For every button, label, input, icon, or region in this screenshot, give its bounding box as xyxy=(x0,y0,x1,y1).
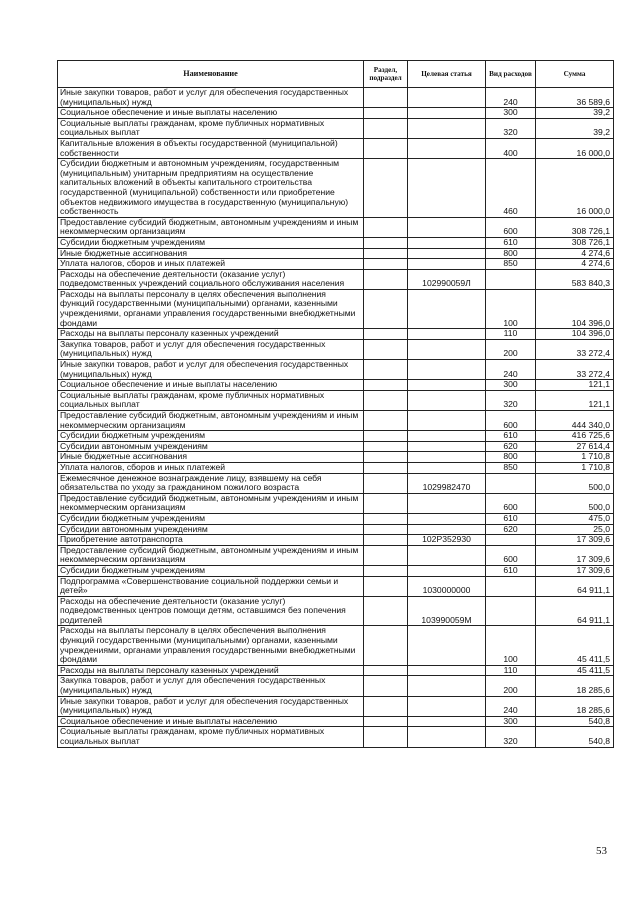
table-row xyxy=(58,473,614,493)
cell-name: Приобретение автотранспорта xyxy=(58,535,364,546)
cell-sum: 39,2 xyxy=(536,118,614,138)
cell-target xyxy=(408,108,486,119)
cell-kind: 100 xyxy=(486,626,536,665)
table-row xyxy=(58,524,614,535)
cell-target xyxy=(408,380,486,391)
cell-sum: 36 589,6 xyxy=(536,88,614,108)
cell-sum: 17 309,6 xyxy=(536,535,614,546)
cell-name: Социальные выплаты гражданам, кроме публичных нормативных социальных выплат xyxy=(58,727,364,747)
cell-kind: 100 xyxy=(486,289,536,328)
cell-sum: 25,0 xyxy=(536,524,614,535)
cell-sum: 64 911,1 xyxy=(536,596,614,626)
cell-sum: 540,8 xyxy=(536,727,614,747)
cell-kind: 300 xyxy=(486,108,536,119)
table-row xyxy=(58,108,614,119)
cell-name: Субсидии бюджетным учреждениям xyxy=(58,565,364,576)
cell-kind: 600 xyxy=(486,545,536,565)
cell-section xyxy=(364,596,408,626)
cell-target xyxy=(408,248,486,259)
cell-section xyxy=(364,431,408,442)
cell-name: Расходы на обеспечение деятельности (оказание услуг) подведомственных центров помощи детям, оставшимся без попечения родителей xyxy=(58,596,364,626)
cell-kind: 600 xyxy=(486,217,536,237)
cell-kind: 240 xyxy=(486,360,536,380)
table-header-row xyxy=(58,61,614,88)
cell-sum: 308 726,1 xyxy=(536,237,614,248)
cell-section xyxy=(364,576,408,596)
cell-sum: 39,2 xyxy=(536,108,614,119)
cell-sum: 17 309,6 xyxy=(536,565,614,576)
cell-name: Социальные выплаты гражданам, кроме публичных нормативных социальных выплат xyxy=(58,390,364,410)
cell-name: Закупка товаров, работ и услуг для обеспечения государственных (муниципальных) нужд xyxy=(58,339,364,359)
cell-name: Субсидии бюджетным учреждениям xyxy=(58,513,364,524)
cell-sum: 18 285,6 xyxy=(536,676,614,696)
table-row xyxy=(58,716,614,727)
table-row xyxy=(58,118,614,138)
cell-section xyxy=(364,329,408,340)
cell-kind: 610 xyxy=(486,513,536,524)
cell-kind xyxy=(486,535,536,546)
cell-target xyxy=(408,565,486,576)
cell-kind: 600 xyxy=(486,411,536,431)
cell-target xyxy=(408,118,486,138)
cell-kind: 600 xyxy=(486,493,536,513)
cell-name: Субсидии автономным учреждениям xyxy=(58,441,364,452)
table-row xyxy=(58,441,614,452)
cell-section xyxy=(364,626,408,665)
cell-name: Иные закупки товаров, работ и услуг для обеспечения государственных (муниципальных) нужд xyxy=(58,360,364,380)
cell-kind: 240 xyxy=(486,696,536,716)
table-row xyxy=(58,462,614,473)
cell-section xyxy=(364,716,408,727)
cell-target xyxy=(408,626,486,665)
cell-sum: 64 911,1 xyxy=(536,576,614,596)
cell-sum: 4 274,6 xyxy=(536,259,614,270)
cell-target: 1029982470 xyxy=(408,473,486,493)
table-row xyxy=(58,237,614,248)
cell-sum: 16 000,0 xyxy=(536,159,614,218)
cell-name: Иные бюджетные ассигнования xyxy=(58,248,364,259)
cell-target xyxy=(408,289,486,328)
cell-sum: 33 272,4 xyxy=(536,360,614,380)
cell-name: Ежемесячное денежное вознаграждение лицу, взявшему на себя обязательства по уходу за гражданином пожилого возраста xyxy=(58,473,364,493)
cell-name: Субсидии бюджетным учреждениям xyxy=(58,431,364,442)
cell-sum: 16 000,0 xyxy=(536,138,614,158)
cell-section xyxy=(364,88,408,108)
cell-section xyxy=(364,411,408,431)
table-row xyxy=(58,535,614,546)
cell-section xyxy=(364,269,408,289)
table-row xyxy=(58,159,614,218)
cell-kind: 850 xyxy=(486,259,536,270)
cell-name: Иные закупки товаров, работ и услуг для обеспечения государственных (муниципальных) нужд xyxy=(58,696,364,716)
cell-target xyxy=(408,545,486,565)
cell-kind: 320 xyxy=(486,390,536,410)
cell-target xyxy=(408,665,486,676)
cell-sum: 1 710,8 xyxy=(536,452,614,463)
cell-kind: 300 xyxy=(486,380,536,391)
cell-target xyxy=(408,159,486,218)
cell-target xyxy=(408,727,486,747)
cell-sum: 540,8 xyxy=(536,716,614,727)
cell-target xyxy=(408,462,486,473)
cell-target: 102990059Л xyxy=(408,269,486,289)
cell-name: Уплата налогов, сборов и иных платежей xyxy=(58,259,364,270)
table-row xyxy=(58,676,614,696)
cell-target: 1030000000 xyxy=(408,576,486,596)
cell-target xyxy=(408,441,486,452)
table-row xyxy=(58,626,614,665)
cell-target xyxy=(408,513,486,524)
cell-section xyxy=(364,493,408,513)
cell-kind: 620 xyxy=(486,524,536,535)
cell-section xyxy=(364,665,408,676)
table-row xyxy=(58,380,614,391)
cell-sum: 121,1 xyxy=(536,390,614,410)
cell-sum: 45 411,5 xyxy=(536,626,614,665)
table-row xyxy=(58,545,614,565)
cell-name: Капитальные вложения в объекты государственной (муниципальной) собственности xyxy=(58,138,364,158)
cell-section xyxy=(364,248,408,259)
cell-name: Иные бюджетные ассигнования xyxy=(58,452,364,463)
table-row xyxy=(58,727,614,747)
table-row xyxy=(58,431,614,442)
table-row xyxy=(58,339,614,359)
cell-kind: 610 xyxy=(486,565,536,576)
cell-sum: 475,0 xyxy=(536,513,614,524)
cell-sum: 583 840,3 xyxy=(536,269,614,289)
cell-target xyxy=(408,237,486,248)
cell-kind xyxy=(486,576,536,596)
cell-kind: 200 xyxy=(486,339,536,359)
cell-sum: 17 309,6 xyxy=(536,545,614,565)
cell-section xyxy=(364,360,408,380)
cell-name: Расходы на обеспечение деятельности (оказание услуг) подведомственных учреждений социального обслуживания населения xyxy=(58,269,364,289)
cell-section xyxy=(364,535,408,546)
cell-name: Социальные выплаты гражданам, кроме публичных нормативных социальных выплат xyxy=(58,118,364,138)
cell-kind: 850 xyxy=(486,462,536,473)
cell-target xyxy=(408,339,486,359)
cell-section xyxy=(364,462,408,473)
column-header-section: Раздел, подраздел xyxy=(364,61,408,88)
cell-name: Субсидии бюджетным учреждениям xyxy=(58,237,364,248)
table-row xyxy=(58,513,614,524)
cell-sum: 308 726,1 xyxy=(536,217,614,237)
table-row xyxy=(58,259,614,270)
cell-name: Иные закупки товаров, работ и услуг для обеспечения государственных (муниципальных) нужд xyxy=(58,88,364,108)
table-row xyxy=(58,452,614,463)
cell-section xyxy=(364,108,408,119)
page-number: 53 xyxy=(596,845,607,857)
cell-section xyxy=(364,441,408,452)
cell-kind xyxy=(486,269,536,289)
table-row xyxy=(58,248,614,259)
table-row xyxy=(58,138,614,158)
cell-kind: 610 xyxy=(486,431,536,442)
cell-target xyxy=(408,452,486,463)
budget-expenditure-table xyxy=(57,60,614,748)
cell-sum: 444 340,0 xyxy=(536,411,614,431)
cell-name: Расходы на выплаты персоналу казенных учреждений xyxy=(58,665,364,676)
cell-name: Расходы на выплаты персоналу в целях обеспечения выполнения функций государственными (муниципальными) органами, казенными учреждениями, органами управления государственными внебюджетными фондами xyxy=(58,626,364,665)
cell-section xyxy=(364,289,408,328)
cell-sum: 33 272,4 xyxy=(536,339,614,359)
cell-name: Расходы на выплаты персоналу казенных учреждений xyxy=(58,329,364,340)
cell-section xyxy=(364,565,408,576)
cell-target: 102P352930 xyxy=(408,535,486,546)
cell-section xyxy=(364,390,408,410)
cell-name: Субсидии автономным учреждениям xyxy=(58,524,364,535)
cell-name: Предоставление субсидий бюджетным, автономным учреждениям и иным некоммерческим организациям xyxy=(58,411,364,431)
cell-kind: 200 xyxy=(486,676,536,696)
table-row xyxy=(58,696,614,716)
cell-target xyxy=(408,431,486,442)
cell-name: Субсидии бюджетным и автономным учреждениям, государственным (муниципальным) унитарным предприятиям на осуществление капитальных вложений в объекты капитального строительства государственной (муниципальной) собственности или приобретение объектов недвижимого имущества в государственную (муниципальную) собственность xyxy=(58,159,364,218)
table-row xyxy=(58,665,614,676)
cell-name: Предоставление субсидий бюджетным, автономным учреждениям и иным некоммерческим организациям xyxy=(58,545,364,565)
table-row xyxy=(58,269,614,289)
cell-section xyxy=(364,727,408,747)
cell-target xyxy=(408,138,486,158)
cell-target xyxy=(408,259,486,270)
cell-sum: 121,1 xyxy=(536,380,614,391)
cell-section xyxy=(364,473,408,493)
cell-section xyxy=(364,237,408,248)
cell-target: 103990059М xyxy=(408,596,486,626)
cell-sum: 45 411,5 xyxy=(536,665,614,676)
cell-kind: 320 xyxy=(486,118,536,138)
cell-section xyxy=(364,676,408,696)
cell-target xyxy=(408,390,486,410)
cell-section xyxy=(364,380,408,391)
cell-kind: 460 xyxy=(486,159,536,218)
cell-target xyxy=(408,493,486,513)
cell-kind: 240 xyxy=(486,88,536,108)
cell-target xyxy=(408,676,486,696)
cell-name: Закупка товаров, работ и услуг для обеспечения государственных (муниципальных) нужд xyxy=(58,676,364,696)
table-row xyxy=(58,289,614,328)
cell-kind: 620 xyxy=(486,441,536,452)
cell-sum: 1 710,8 xyxy=(536,462,614,473)
cell-target xyxy=(408,360,486,380)
cell-kind: 610 xyxy=(486,237,536,248)
cell-section xyxy=(364,696,408,716)
cell-name: Социальное обеспечение и иные выплаты населению xyxy=(58,108,364,119)
budget-table-sheet xyxy=(57,60,613,748)
table-row xyxy=(58,329,614,340)
cell-sum: 500,0 xyxy=(536,473,614,493)
cell-kind: 320 xyxy=(486,727,536,747)
cell-sum: 27 614,4 xyxy=(536,441,614,452)
cell-sum: 18 285,6 xyxy=(536,696,614,716)
cell-section xyxy=(364,118,408,138)
cell-kind: 800 xyxy=(486,248,536,259)
table-row xyxy=(58,411,614,431)
cell-name: Расходы на выплаты персоналу в целях обеспечения выполнения функций государственными (муниципальными) органами, казенными учреждениями, органами управления государственными внебюджетными фондами xyxy=(58,289,364,328)
table-row xyxy=(58,596,614,626)
cell-section xyxy=(364,217,408,237)
table-row xyxy=(58,493,614,513)
cell-name: Социальное обеспечение и иные выплаты населению xyxy=(58,716,364,727)
cell-section xyxy=(364,452,408,463)
table-row xyxy=(58,217,614,237)
cell-kind xyxy=(486,473,536,493)
cell-sum: 500,0 xyxy=(536,493,614,513)
table-body xyxy=(58,88,614,748)
cell-section xyxy=(364,259,408,270)
cell-sum: 4 274,6 xyxy=(536,248,614,259)
table-row xyxy=(58,576,614,596)
cell-name: Уплата налогов, сборов и иных платежей xyxy=(58,462,364,473)
table-row xyxy=(58,88,614,108)
cell-kind: 110 xyxy=(486,665,536,676)
cell-section xyxy=(364,545,408,565)
cell-target xyxy=(408,696,486,716)
cell-target xyxy=(408,217,486,237)
cell-target xyxy=(408,329,486,340)
cell-section xyxy=(364,524,408,535)
cell-kind: 110 xyxy=(486,329,536,340)
cell-section xyxy=(364,339,408,359)
cell-sum: 104 396,0 xyxy=(536,289,614,328)
cell-target xyxy=(408,88,486,108)
table-row xyxy=(58,360,614,380)
cell-target xyxy=(408,411,486,431)
cell-kind: 400 xyxy=(486,138,536,158)
cell-kind: 800 xyxy=(486,452,536,463)
cell-section xyxy=(364,513,408,524)
cell-kind xyxy=(486,596,536,626)
column-header-name: Наименование xyxy=(58,61,364,88)
cell-kind: 300 xyxy=(486,716,536,727)
cell-name: Предоставление субсидий бюджетным, автономным учреждениям и иным некоммерческим организациям xyxy=(58,493,364,513)
cell-target xyxy=(408,716,486,727)
table-row xyxy=(58,390,614,410)
cell-sum: 416 725,6 xyxy=(536,431,614,442)
cell-section xyxy=(364,159,408,218)
cell-section xyxy=(364,138,408,158)
cell-sum: 104 396,0 xyxy=(536,329,614,340)
cell-name: Подпрограмма «Совершенствование социальной поддержки семьи и детей» xyxy=(58,576,364,596)
cell-name: Социальное обеспечение и иные выплаты населению xyxy=(58,380,364,391)
table-row xyxy=(58,565,614,576)
column-header-sum: Сумма xyxy=(536,61,614,88)
cell-target xyxy=(408,524,486,535)
column-header-kind: Вид расходов xyxy=(486,61,536,88)
column-header-target: Целевая статья xyxy=(408,61,486,88)
cell-name: Предоставление субсидий бюджетным, автономным учреждениям и иным некоммерческим организациям xyxy=(58,217,364,237)
